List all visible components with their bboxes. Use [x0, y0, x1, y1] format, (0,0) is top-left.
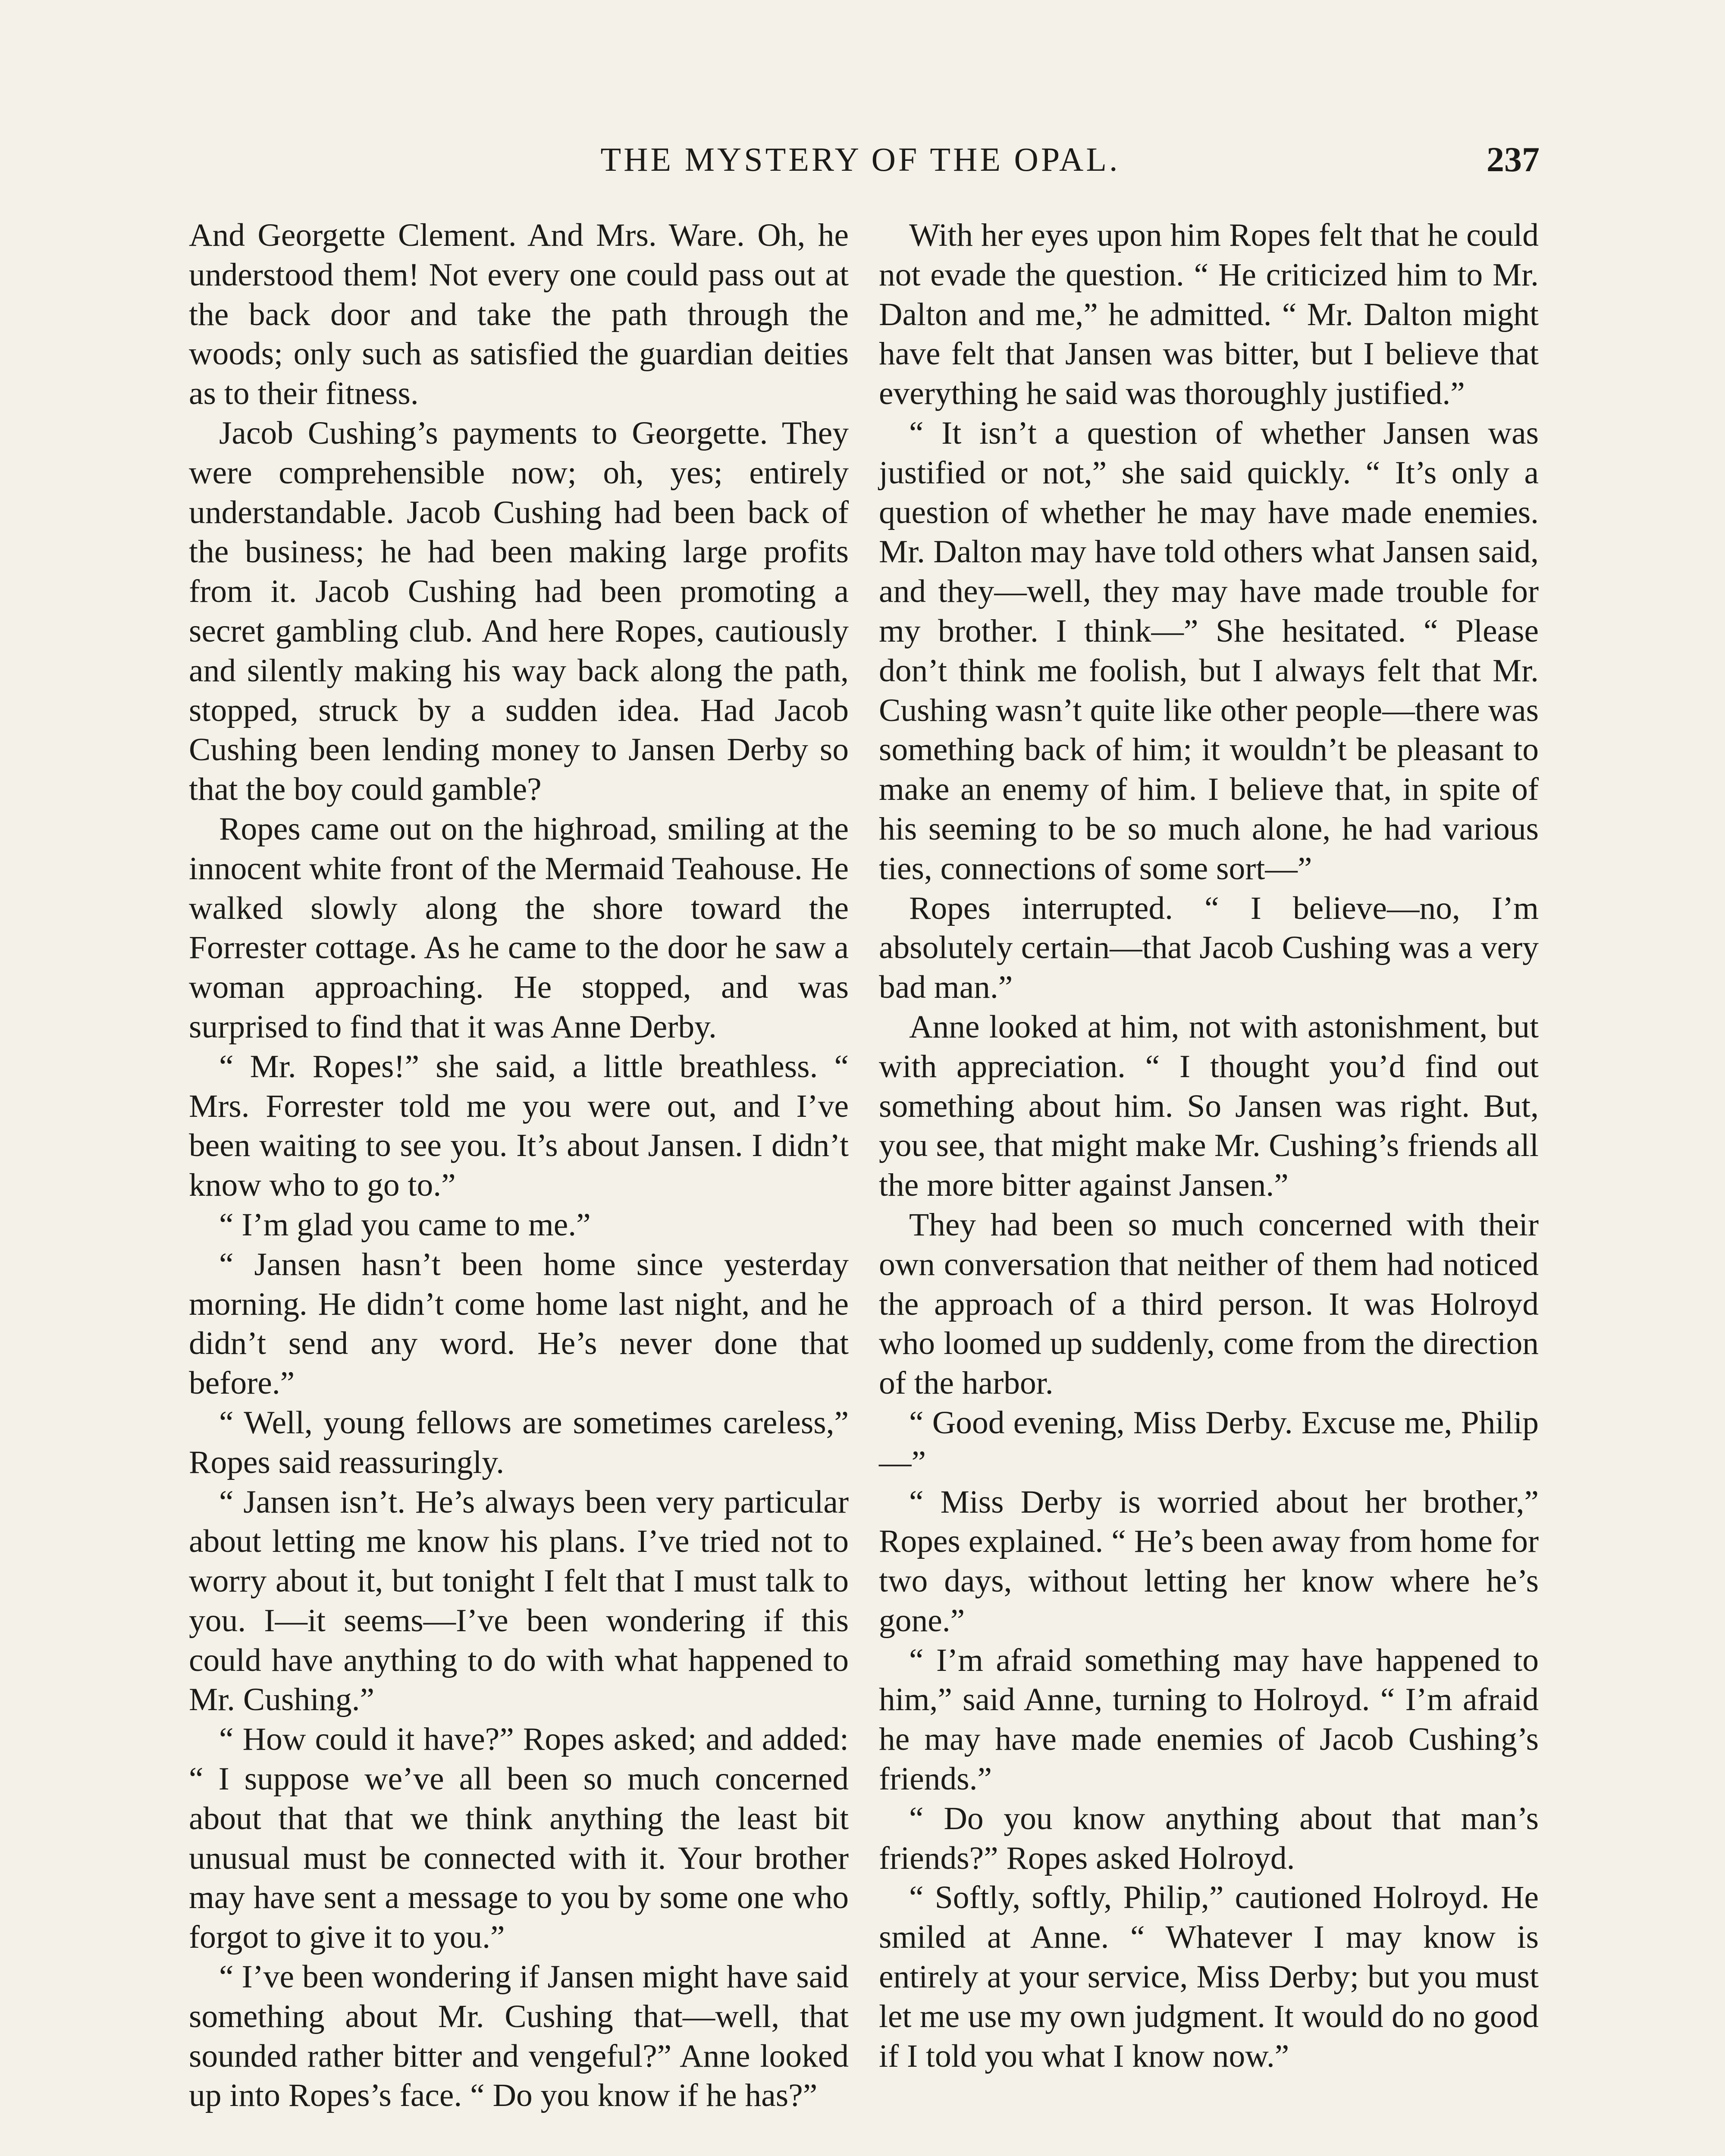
- paragraph: “ Jansen hasn’t been home since yesterday morning. He didn’t come home last night, and he didn’t send any word. He’s never done that before.”: [189, 1246, 849, 1401]
- paragraph: With her eyes upon him Ropes felt that he could not evade the question. “ He criticized him to Mr. Dalton and me,” he admitted. “ Mr. Dalton might have felt that Jansen was bitter, but I believe that everything he said was thoroughly justified.”: [879, 217, 1539, 412]
- text-column-left: [189, 216, 849, 2115]
- paragraph: “ Do you know anything about that man’s friends?” Ropes asked Holroyd.: [879, 1800, 1539, 1876]
- page-number: 237: [1487, 140, 1540, 179]
- paragraph: “ Well, young fellows are sometimes careless,” Ropes said reassuringly.: [189, 1404, 849, 1480]
- paragraph: “ Mr. Ropes!” she said, a little breathless. “ Mrs. Forrester told me you were out, and I’ve been waiting to see you. It’s about Jansen. I didn’t know who to go to.”: [189, 1048, 849, 1203]
- paragraph: Jacob Cushing’s payments to Georgette. They were comprehensible now; oh, yes; entirely understandable. Jacob Cushing had been back of the business; he had been making large profits from it. Jacob Cushing had been promoting a secret gambling club. And here Ropes, cautiously and silently making his way back along the path, stopped, struck by a sudden idea. Had Jacob Cushing been lending money to Jansen Derby so that the boy could gamble?: [189, 415, 849, 808]
- paragraph: “ How could it have?” Ropes asked; and added: “ I suppose we’ve all been so much concerned about that that we think anything the least bit unusual must be connected with it. Your brother may have sent a message to you by some one who forgot to give it to you.”: [189, 1721, 849, 1955]
- paragraph: Ropes came out on the highroad, smiling at the innocent white front of the Mermaid Teahouse. He walked slowly along the shore toward the Forrester cottage. As he came to the door he saw a woman approaching. He stopped, and was surprised to find that it was Anne Derby.: [189, 811, 849, 1045]
- page-header: [181, 134, 1540, 185]
- paragraph: And Georgette Clement. And Mrs. Ware. Oh, he understood them! Not every one could pass out at the back door and take the path through the woods; only such as satisfied the guardian deities as to their fitness.: [189, 217, 849, 412]
- paragraph: “ Good evening, Miss Derby. Excuse me, Philip—”: [879, 1404, 1539, 1480]
- paragraph: Anne looked at him, not with astonishment, but with appreciation. “ I thought you’d find out something about him. So Jansen was right. But, you see, that might make Mr. Cushing’s friends all the more bitter against Jansen.”: [879, 1009, 1539, 1203]
- paragraph: Ropes interrupted. “ I believe—no, I’m absolutely certain—that Jacob Cushing was a very bad man.”: [879, 890, 1539, 1006]
- paragraph: “ I’ve been wondering if Jansen might have said something about Mr. Cushing that—well, that sounded rather bitter and vengeful?” Anne looked up into Ropes’s face. “ Do you know if he has?”: [189, 1959, 849, 2114]
- paragraph: “ Softly, softly, Philip,” cautioned Holroyd. He smiled at Anne. “ Whatever I may know is entirely at your service, Miss Derby; but you must let me use my own judgment. It would do no good if I told you what I know now.”: [879, 1880, 1539, 2074]
- paragraph: “ Miss Derby is worried about her brother,” Ropes explained. “ He’s been away from home for two days, without letting her know where he’s gone.”: [879, 1484, 1539, 1639]
- paragraph: “ Jansen isn’t. He’s always been very particular about letting me know his plans. I’ve tried not to worry about it, but tonight I felt that I must talk to you. I—it seems—I’ve been wondering if this could have anything to do with what happened to Mr. Cushing.”: [189, 1484, 849, 1718]
- paragraph: They had been so much concerned with their own conversation that neither of them had noticed the approach of a third person. It was Holroyd who loomed up suddenly, come from the direction of the harbor.: [879, 1206, 1539, 1401]
- paragraph: “ I’m glad you came to me.”: [219, 1206, 591, 1243]
- running-title: THE MYSTERY OF THE OPAL.: [600, 141, 1120, 178]
- paragraph: “ It isn’t a question of whether Jansen was justified or not,” she said quickly. “ It’s only a question of whether he may have made enemies. Mr. Dalton may have told others what Jansen said, and they—well, they may have made trouble for my brother. I think—” She hesitated. “ Please don’t think me foolish, but I always felt that Mr. Cushing wasn’t quite like other people—there was something back of him; it wouldn’t be pleasant to make an enemy of him. I believe that, in spite of his seeming to be so much alone, he had various ties, connections of some sort—”: [879, 415, 1539, 887]
- paragraph: “ I’m afraid something may have happened to him,” said Anne, turning to Holroyd. “ I’m afraid he may have made enemies of Jacob Cushing’s friends.”: [879, 1642, 1539, 1797]
- text-column-right: [879, 216, 1539, 2076]
